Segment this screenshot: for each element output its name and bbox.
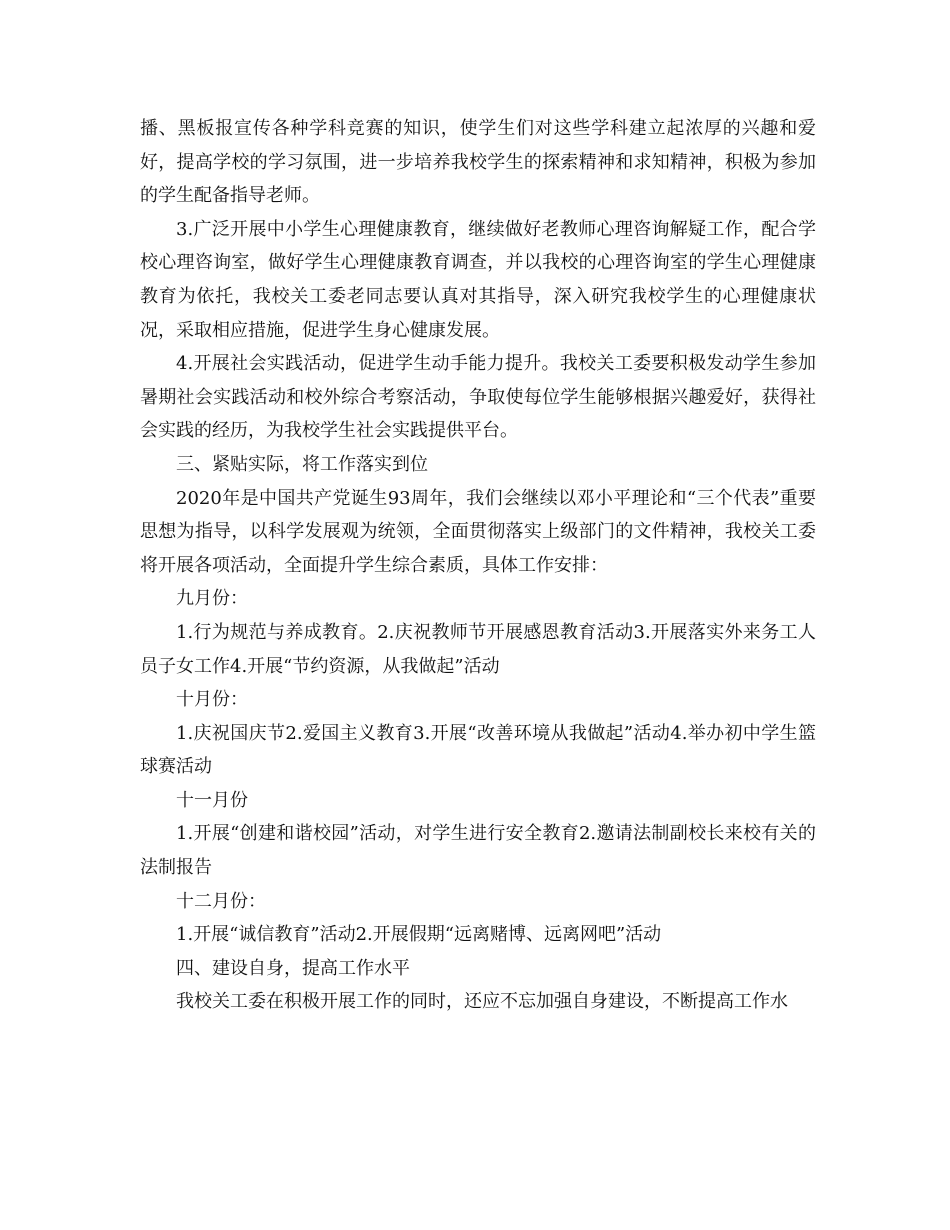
paragraph-2020-plan: 2020年是中国共产党诞生93周年，我们会继续以邓小平理论和“三个代表”重要思想为指导，以科学发展观为统领，全面贯彻落实上级部门的文件精神，我校关工委将开展各项活动，全面提升学生综合素质，具体工作安排： (140, 487, 816, 576)
month-heading-september: 九月份： (176, 588, 248, 610)
section-heading-3: 三、紧贴实际，将工作落实到位 (176, 453, 428, 475)
november-activities: 1.开展“创建和谐校园”活动，对学生进行安全教育2.邀请法制副校长来校有关的法制报告 (140, 823, 816, 879)
paragraph-self-building: 我校关工委在积极开展工作的同时，还应不忘加强自身建设，不断提高工作水 (176, 991, 788, 1013)
month-heading-december: 十二月份： (176, 890, 266, 912)
paragraph-continuation: 播、黑板报宣传各种学科竞赛的知识，使学生们对这些学科建立起浓厚的兴趣和爱好，提高学校的学习氛围，进一步培养我校学生的探索精神和求知精神，积极为参加的学生配备指导老师。 (140, 118, 816, 207)
paragraph-item-4: 4.开展社会实践活动，促进学生动手能力提升。我校关工委要积极发动学生参加暑期社会实践活动和校外综合考察活动，争取使每位学生能够根据兴趣爱好，获得社会实践的经历，为我校学生社会实践提供平台。 (140, 353, 816, 442)
paragraph-item-3: 3.广泛开展中小学生心理健康教育，继续做好老教师心理咨询解疑工作，配合学校心理咨询室，做好学生心理健康教育调查，并以我校的心理咨询室的学生心理健康教育为依托，我校关工委老同志要认真对其指导，深入研究我校学生的心理健康状况，采取相应措施，促进学生身心健康发展。 (140, 218, 816, 341)
december-activities: 1.开展“诚信教育”活动2.开展假期“远离赌博、远离网吧”活动 (176, 924, 662, 946)
month-heading-october: 十月份： (176, 689, 248, 711)
section-heading-4: 四、建设自身，提高工作水平 (176, 957, 410, 979)
october-activities: 1.庆祝国庆节2.爱国主义教育3.开展“改善环境从我做起”活动4.举办初中学生篮球赛活动 (140, 722, 816, 778)
month-heading-november: 十一月份 (176, 789, 248, 811)
september-activities: 1.行为规范与养成教育。2.庆祝教师节开展感恩教育活动3.开展落实外来务工人员子女工作4.开展“节约资源，从我做起”活动 (140, 621, 816, 677)
document-page (140, 112, 816, 1019)
